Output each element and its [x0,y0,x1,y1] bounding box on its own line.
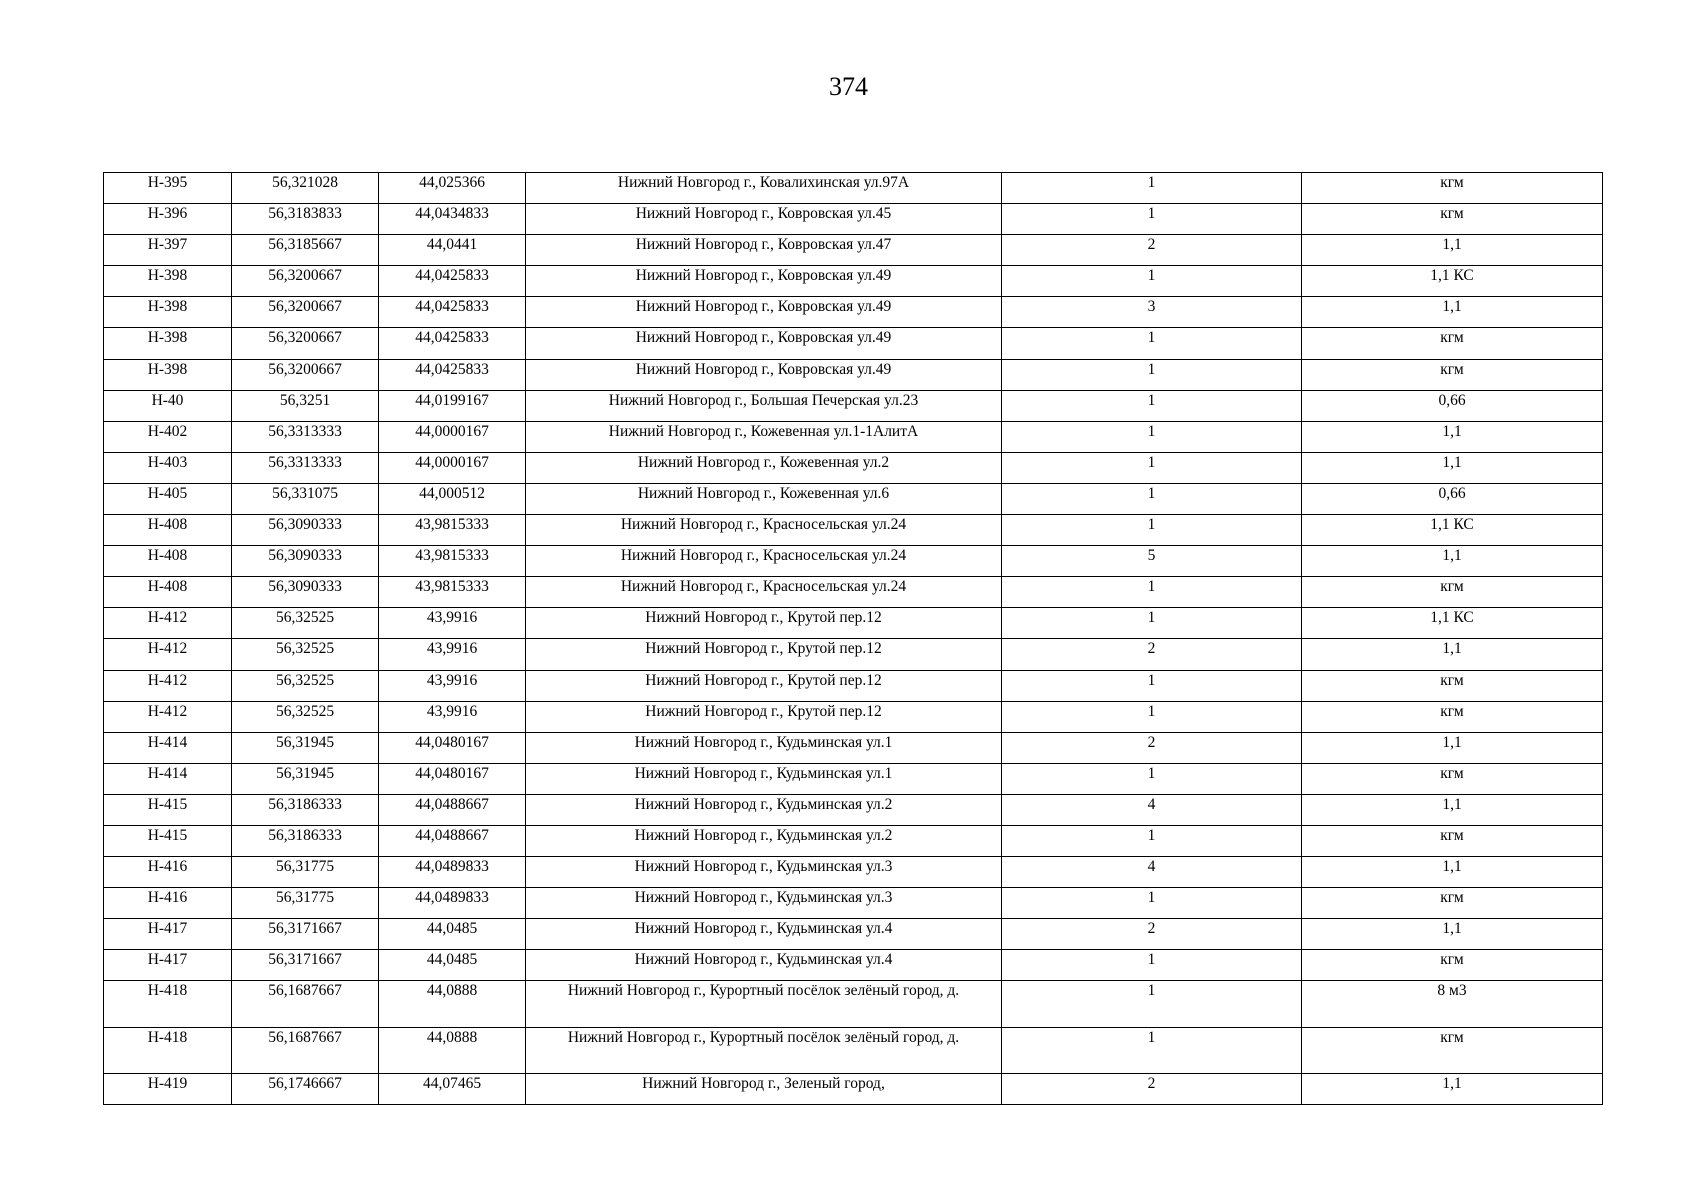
row-code-cell: Н-415 [104,794,232,825]
count-cell: 1 [1002,173,1302,204]
table-row [104,452,1603,483]
longitude-cell: 43,9916 [379,639,526,670]
address-cell: Нижний Новгород г., Крутой пер.12 [526,670,1002,701]
latitude-cell: 56,321028 [232,173,379,204]
latitude-cell: 56,31945 [232,763,379,794]
address-cell: Нижний Новгород г., Кудьминская ул.1 [526,763,1002,794]
address-cell: Нижний Новгород г., Ковровская ул.49 [526,328,1002,359]
row-code-cell: Н-408 [104,546,232,577]
row-code-cell: Н-403 [104,452,232,483]
longitude-cell: 44,000512 [379,483,526,514]
volume-cell: 1,1 [1302,732,1603,763]
count-cell: 1 [1002,577,1302,608]
latitude-cell: 56,3171667 [232,919,379,950]
row-code-cell: Н-417 [104,919,232,950]
longitude-cell: 44,0434833 [379,204,526,235]
latitude-cell: 56,3090333 [232,546,379,577]
row-code-cell: Н-398 [104,359,232,390]
address-cell: Нижний Новгород г., Большая Печерская ул.23 [526,390,1002,421]
latitude-cell: 56,31945 [232,732,379,763]
row-code-cell: Н-414 [104,763,232,794]
latitude-cell: 56,31775 [232,888,379,919]
volume-cell: кгм [1302,173,1603,204]
longitude-cell: 44,0489833 [379,857,526,888]
address-cell: Нижний Новгород г., Кудьминская ул.1 [526,732,1002,763]
latitude-cell: 56,3186333 [232,794,379,825]
table-row [104,577,1603,608]
latitude-cell: 56,1746667 [232,1074,379,1105]
table-row [104,701,1603,732]
longitude-cell: 43,9916 [379,670,526,701]
table-row [104,763,1603,794]
volume-cell: 1,1 КС [1302,608,1603,639]
latitude-cell: 56,3313333 [232,452,379,483]
table-body [104,173,1603,1105]
row-code-cell: Н-40 [104,390,232,421]
volume-cell: кгм [1302,701,1603,732]
latitude-cell: 56,3200667 [232,328,379,359]
address-cell: Нижний Новгород г., Кудьминская ул.4 [526,919,1002,950]
volume-cell: 1,1 [1302,1074,1603,1105]
table-row [104,608,1603,639]
volume-cell: 1,1 [1302,452,1603,483]
row-code-cell: Н-412 [104,608,232,639]
longitude-cell: 43,9815333 [379,515,526,546]
row-code-cell: Н-396 [104,204,232,235]
longitude-cell: 44,0000167 [379,421,526,452]
row-code-cell: Н-398 [104,266,232,297]
table-row [104,1074,1603,1105]
volume-cell: 1,1 [1302,546,1603,577]
latitude-cell: 56,32525 [232,670,379,701]
address-cell: Нижний Новгород г., Крутой пер.12 [526,639,1002,670]
longitude-cell: 43,9815333 [379,577,526,608]
count-cell: 1 [1002,266,1302,297]
longitude-cell: 44,0425833 [379,359,526,390]
volume-cell: кгм [1302,763,1603,794]
longitude-cell: 43,9815333 [379,546,526,577]
volume-cell: кгм [1302,328,1603,359]
address-cell: Нижний Новгород г., Красносельская ул.24 [526,577,1002,608]
address-cell: Нижний Новгород г., Зеленый город, [526,1074,1002,1105]
address-cell: Нижний Новгород г., Ковровская ул.45 [526,204,1002,235]
count-cell: 2 [1002,919,1302,950]
count-cell: 1 [1002,608,1302,639]
count-cell: 4 [1002,794,1302,825]
longitude-cell: 44,025366 [379,173,526,204]
count-cell: 1 [1002,515,1302,546]
volume-cell: 1,1 КС [1302,515,1603,546]
longitude-cell: 44,0480167 [379,763,526,794]
latitude-cell: 56,1687667 [232,1027,379,1073]
address-cell: Нижний Новгород г., Красносельская ул.24 [526,515,1002,546]
address-cell: Нижний Новгород г., Крутой пер.12 [526,701,1002,732]
longitude-cell: 44,0425833 [379,266,526,297]
volume-cell: 1,1 [1302,421,1603,452]
page-number: 374 [829,72,868,101]
table-row [104,919,1603,950]
volume-cell: 1,1 [1302,857,1603,888]
count-cell: 1 [1002,701,1302,732]
count-cell: 1 [1002,763,1302,794]
latitude-cell: 56,331075 [232,483,379,514]
count-cell: 2 [1002,235,1302,266]
address-cell: Нижний Новгород г., Кудьминская ул.4 [526,950,1002,981]
count-cell: 1 [1002,452,1302,483]
count-cell: 2 [1002,639,1302,670]
longitude-cell: 43,9916 [379,608,526,639]
volume-cell: 1,1 [1302,794,1603,825]
longitude-cell: 44,0488667 [379,825,526,856]
data-table [103,172,1603,1105]
table-row [104,639,1603,670]
count-cell: 5 [1002,546,1302,577]
count-cell: 1 [1002,670,1302,701]
volume-cell: 8 м3 [1302,981,1603,1027]
table-row [104,825,1603,856]
latitude-cell: 56,3200667 [232,297,379,328]
row-code-cell: Н-416 [104,857,232,888]
latitude-cell: 56,3200667 [232,266,379,297]
row-code-cell: Н-412 [104,639,232,670]
count-cell: 3 [1002,297,1302,328]
table-row [104,857,1603,888]
latitude-cell: 56,3171667 [232,950,379,981]
address-cell: Нижний Новгород г., Кожевенная ул.2 [526,452,1002,483]
row-code-cell: Н-412 [104,670,232,701]
row-code-cell: Н-417 [104,950,232,981]
table-row [104,235,1603,266]
volume-cell: 1,1 [1302,297,1603,328]
volume-cell: 1,1 КС [1302,266,1603,297]
longitude-cell: 44,0425833 [379,297,526,328]
latitude-cell: 56,3313333 [232,421,379,452]
longitude-cell: 44,0480167 [379,732,526,763]
count-cell: 2 [1002,1074,1302,1105]
latitude-cell: 56,31775 [232,857,379,888]
table-row [104,483,1603,514]
longitude-cell: 44,0489833 [379,888,526,919]
address-cell: Нижний Новгород г., Кожевенная ул.1-1АлитА [526,421,1002,452]
volume-cell: 1,1 [1302,235,1603,266]
count-cell: 1 [1002,421,1302,452]
table-row [104,328,1603,359]
row-code-cell: Н-418 [104,981,232,1027]
longitude-cell: 44,07465 [379,1074,526,1105]
table-row [104,670,1603,701]
volume-cell: 0,66 [1302,483,1603,514]
address-cell: Нижний Новгород г., Кожевенная ул.6 [526,483,1002,514]
longitude-cell: 44,0488667 [379,794,526,825]
longitude-cell: 44,0485 [379,950,526,981]
address-cell: Нижний Новгород г., Ковровская ул.49 [526,297,1002,328]
table-row [104,732,1603,763]
row-code-cell: Н-419 [104,1074,232,1105]
row-code-cell: Н-398 [104,297,232,328]
longitude-cell: 44,0000167 [379,452,526,483]
count-cell: 1 [1002,950,1302,981]
count-cell: 1 [1002,328,1302,359]
latitude-cell: 56,3186333 [232,825,379,856]
row-code-cell: Н-408 [104,515,232,546]
latitude-cell: 56,3090333 [232,515,379,546]
row-code-cell: Н-395 [104,173,232,204]
table-row [104,297,1603,328]
longitude-cell: 44,0441 [379,235,526,266]
volume-cell: кгм [1302,888,1603,919]
row-code-cell: Н-412 [104,701,232,732]
latitude-cell: 56,3183833 [232,204,379,235]
count-cell: 2 [1002,732,1302,763]
table-row [104,173,1603,204]
latitude-cell: 56,32525 [232,701,379,732]
latitude-cell: 56,3090333 [232,577,379,608]
longitude-cell: 44,0888 [379,981,526,1027]
count-cell: 1 [1002,359,1302,390]
latitude-cell: 56,32525 [232,608,379,639]
row-code-cell: Н-414 [104,732,232,763]
table-row [104,359,1603,390]
longitude-cell: 44,0199167 [379,390,526,421]
table-row [104,546,1603,577]
table-row [104,794,1603,825]
table-row [104,950,1603,981]
address-cell: Нижний Новгород г., Ковалихинская ул.97А [526,173,1002,204]
address-cell: Нижний Новгород г., Ковровская ул.49 [526,266,1002,297]
longitude-cell: 44,0425833 [379,328,526,359]
row-code-cell: Н-416 [104,888,232,919]
address-cell: Нижний Новгород г., Кудьминская ул.2 [526,794,1002,825]
table-row [104,390,1603,421]
latitude-cell: 56,3251 [232,390,379,421]
table-row [104,421,1603,452]
table-row [104,888,1603,919]
volume-cell: 1,1 [1302,919,1603,950]
row-code-cell: Н-418 [104,1027,232,1073]
address-cell: Нижний Новгород г., Ковровская ул.47 [526,235,1002,266]
volume-cell: кгм [1302,577,1603,608]
volume-cell: кгм [1302,204,1603,235]
latitude-cell: 56,3200667 [232,359,379,390]
latitude-cell: 56,1687667 [232,981,379,1027]
address-cell: Нижний Новгород г., Курортный посёлок зелёный город, д. [526,981,1002,1027]
latitude-cell: 56,32525 [232,639,379,670]
address-cell: Нижний Новгород г., Кудьминская ул.2 [526,825,1002,856]
row-code-cell: Н-402 [104,421,232,452]
volume-cell: 0,66 [1302,390,1603,421]
row-code-cell: Н-398 [104,328,232,359]
count-cell: 1 [1002,1027,1302,1073]
address-cell: Нижний Новгород г., Курортный посёлок зелёный город, д. [526,1027,1002,1073]
address-cell: Нижний Новгород г., Красносельская ул.24 [526,546,1002,577]
count-cell: 1 [1002,483,1302,514]
count-cell: 4 [1002,857,1302,888]
address-cell: Нижний Новгород г., Ковровская ул.49 [526,359,1002,390]
volume-cell: кгм [1302,825,1603,856]
row-code-cell: Н-415 [104,825,232,856]
latitude-cell: 56,3185667 [232,235,379,266]
volume-cell: кгм [1302,1027,1603,1073]
volume-cell: 1,1 [1302,639,1603,670]
count-cell: 1 [1002,888,1302,919]
longitude-cell: 44,0485 [379,919,526,950]
table-row [104,204,1603,235]
address-cell: Нижний Новгород г., Кудьминская ул.3 [526,857,1002,888]
volume-cell: кгм [1302,670,1603,701]
count-cell: 1 [1002,825,1302,856]
table-row [104,266,1603,297]
count-cell: 1 [1002,390,1302,421]
address-cell: Нижний Новгород г., Крутой пер.12 [526,608,1002,639]
volume-cell: кгм [1302,950,1603,981]
count-cell: 1 [1002,981,1302,1027]
table-row [104,981,1603,1027]
row-code-cell: Н-397 [104,235,232,266]
table-row [104,1027,1603,1073]
longitude-cell: 43,9916 [379,701,526,732]
volume-cell: кгм [1302,359,1603,390]
row-code-cell: Н-408 [104,577,232,608]
row-code-cell: Н-405 [104,483,232,514]
table-row [104,515,1603,546]
count-cell: 1 [1002,204,1302,235]
longitude-cell: 44,0888 [379,1027,526,1073]
address-cell: Нижний Новгород г., Кудьминская ул.3 [526,888,1002,919]
